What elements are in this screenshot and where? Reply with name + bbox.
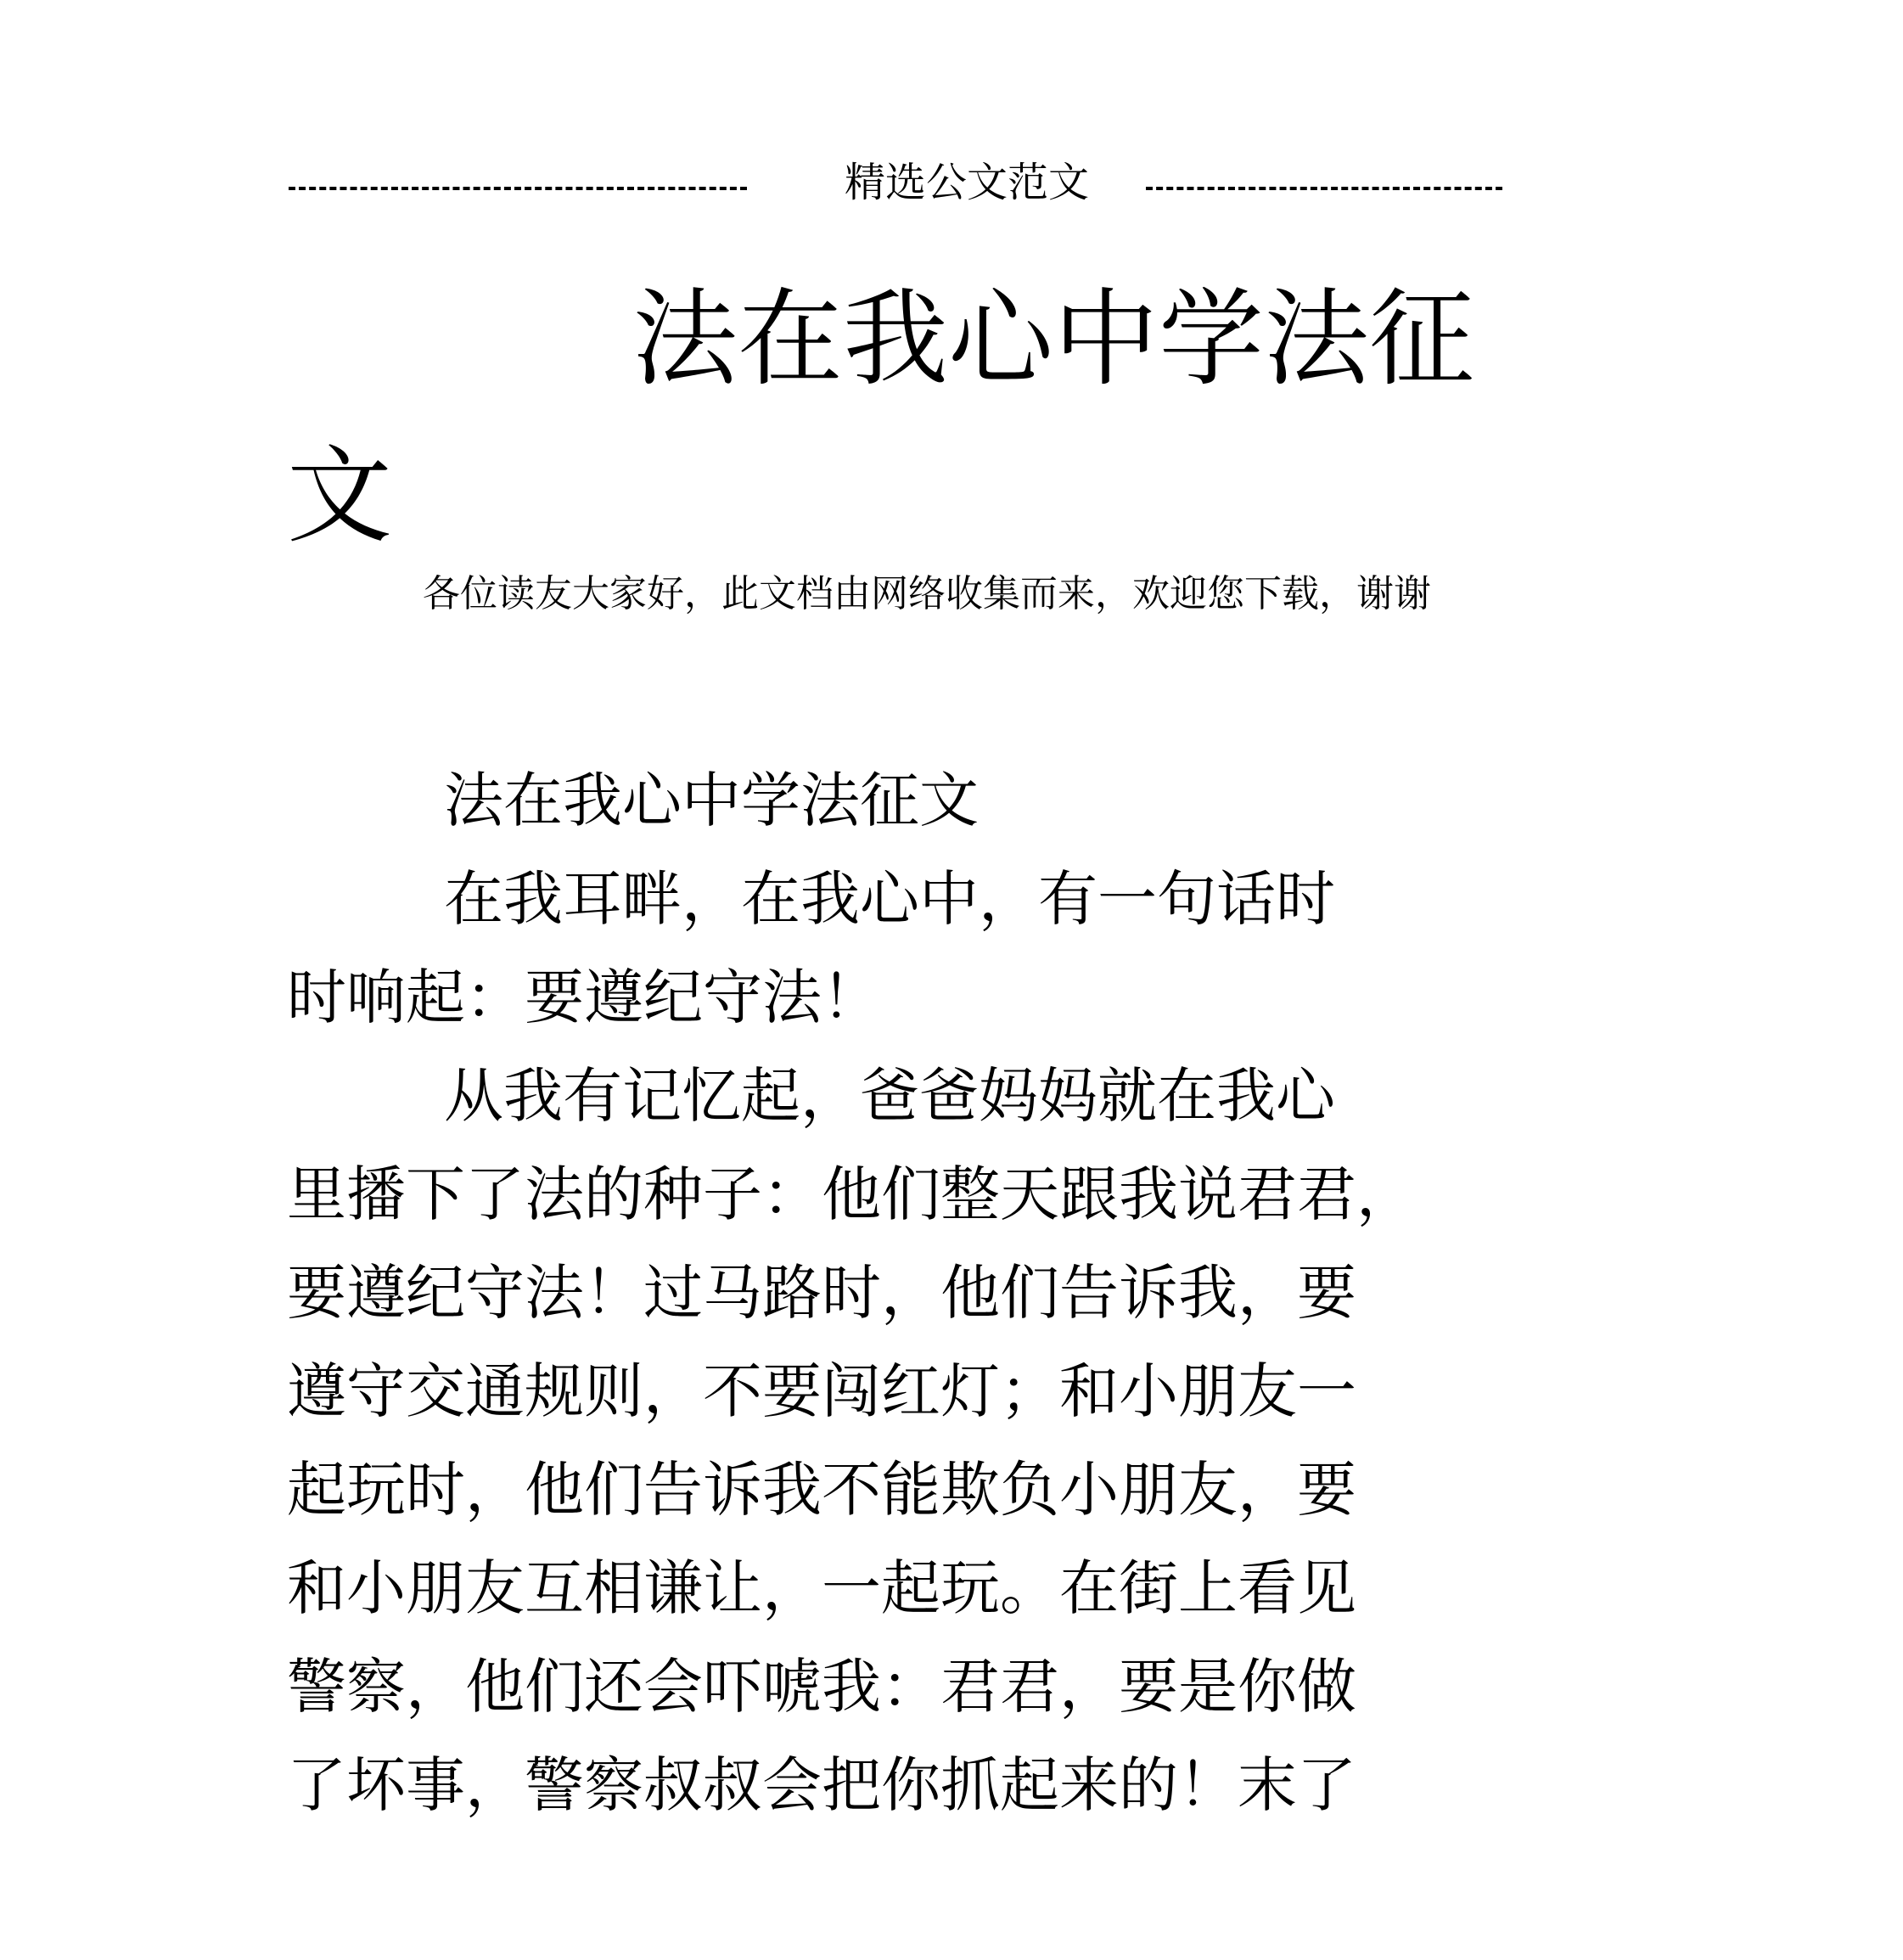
body-line: 时响起：要遵纪守法！ xyxy=(287,963,881,1032)
body-line: 遵守交通规则，不要闯红灯；和小朋友一 xyxy=(287,1356,1356,1426)
header-dash-left xyxy=(289,187,747,190)
header-label: 精选公文范文 xyxy=(845,159,1090,206)
body-line: 在我耳畔，在我心中，有一句话时 xyxy=(444,864,1335,934)
document-title-line-1: 法在我心中学法征 xyxy=(632,278,1475,401)
body-line: 里播下了法的种子：他们整天跟我说君君， xyxy=(287,1160,1416,1229)
body-line: 和小朋友互相谦让，一起玩。在街上看见 xyxy=(287,1553,1356,1623)
document-body xyxy=(287,751,1526,1834)
body-subtitle: 法在我心中学法征文 xyxy=(444,766,979,835)
body-line: 了坏事，警察叔叔会把你抓起来的！末了 xyxy=(287,1750,1356,1820)
document-title-line-2: 文 xyxy=(287,435,393,558)
body-line: 要遵纪守法！过马路时，他们告诉我，要 xyxy=(287,1258,1356,1328)
body-line: 起玩时，他们告诉我不能欺负小朋友，要 xyxy=(287,1455,1356,1525)
header-dash-right xyxy=(1146,187,1502,190)
page-header xyxy=(289,153,1502,212)
body-line: 从我有记忆起，爸爸妈妈就在我心 xyxy=(444,1061,1335,1131)
download-notice: 各位读友大家好，此文档由网络收集而来，欢迎您下载，谢谢 xyxy=(423,572,1431,615)
body-line: 警察，他们还会吓唬我：君君，要是你做 xyxy=(287,1652,1356,1721)
